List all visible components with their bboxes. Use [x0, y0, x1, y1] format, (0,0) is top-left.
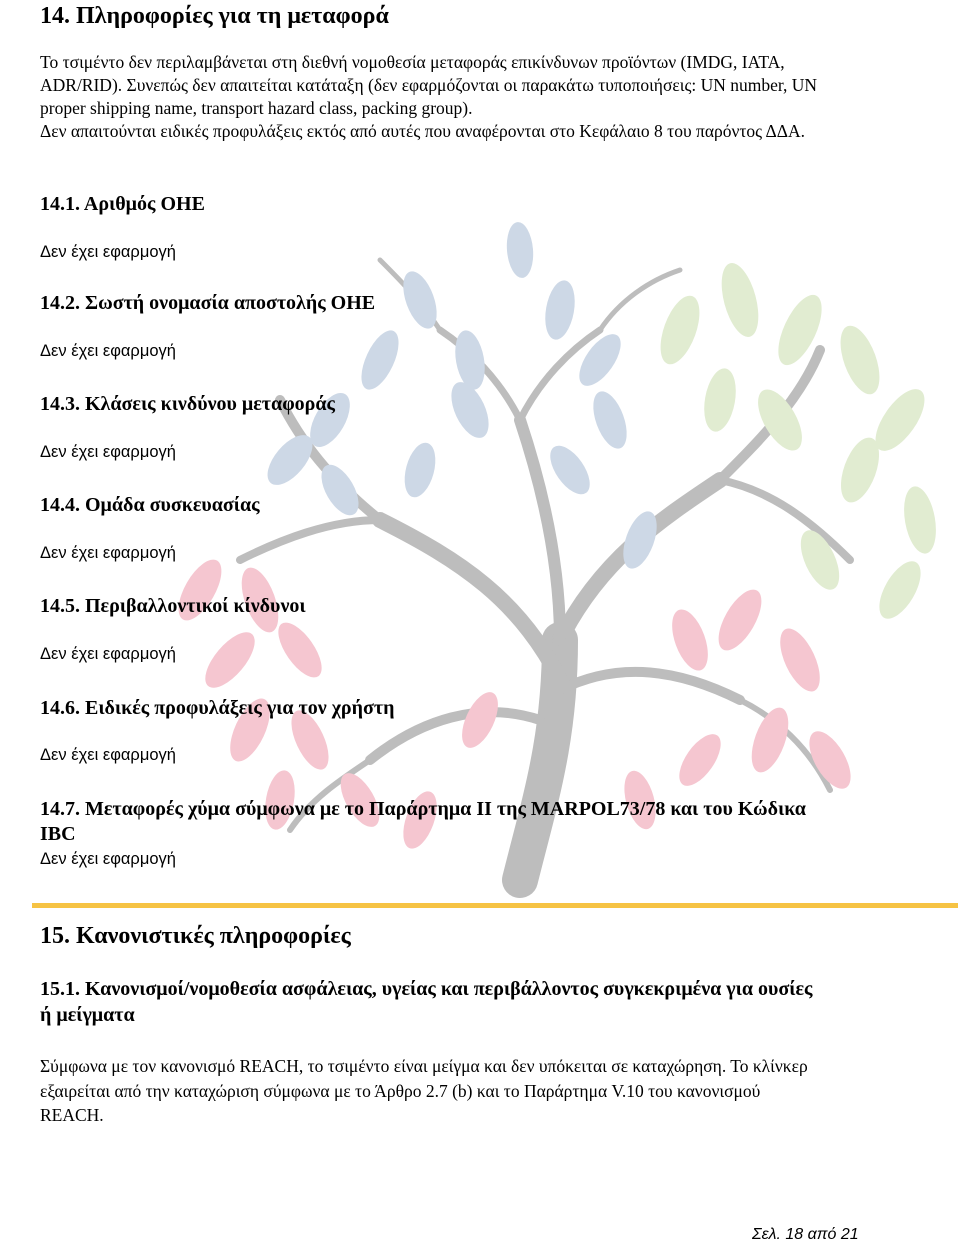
- subsection-text: Δεν έχει εφαρμογή: [40, 746, 176, 764]
- subsection-title-line: 15.1. Κανονισμοί/νομοθεσία ασφάλειας, υγείας και περιβάλλοντος συγκεκριμένα για ουσίες: [40, 978, 813, 1000]
- subsection-title: 14.5. Περιβαλλοντικοί κίνδυνοι: [40, 595, 306, 617]
- paragraph-line: Σύμφωνα με τον κανονισμό REACH, το τσιμέντο είναι μείγμα και δεν υπόκειται σε καταχώρηση. Το κλίνκερ: [40, 1056, 808, 1076]
- paragraph-line: REACH.: [40, 1105, 104, 1125]
- section-14-title: 14. Πληροφορίες για τη μεταφορά: [40, 3, 389, 29]
- subsection-title-line: ή μείγματα: [40, 1004, 135, 1026]
- subsection-title: 14.2. Σωστή ονομασία αποστολής ΟΗΕ: [40, 292, 376, 314]
- subsection-text: Δεν έχει εφαρμογή: [40, 243, 176, 261]
- subsection-title: 14.1. Αριθμός ΟΗΕ: [40, 193, 205, 215]
- intro-line: Το τσιμέντο δεν περιλαμβάνεται στη διεθνή νομοθεσία μεταφοράς επικίνδυνων προϊόντων (IMDG, IATA,: [40, 52, 785, 72]
- section-divider: [32, 903, 958, 908]
- subsection-title: 14.4. Ομάδα συσκευασίας: [40, 494, 260, 516]
- subsection-title: 14.6. Ειδικές προφυλάξεις για τον χρήστη: [40, 697, 395, 719]
- intro-line: proper shipping name, transport hazard class, packing group).: [40, 98, 473, 118]
- subsection-title: 14.3. Κλάσεις κινδύνου μεταφοράς: [40, 393, 335, 415]
- page-number: Σελ. 18 από 21: [752, 1226, 859, 1243]
- subsection-text: Δεν έχει εφαρμογή: [40, 342, 176, 360]
- section-15-title: 15. Κανονιστικές πληροφορίες: [40, 923, 351, 949]
- intro-line: ADR/RID). Συνεπώς δεν απαιτείται κατάταξη (δεν εφαρμόζονται οι παρακάτω τυποποιήσεις: UN number, UN: [40, 75, 818, 95]
- intro-line: Δεν απαιτούνται ειδικές προφυλάξεις εκτός από αυτές που αναφέρονται στο Κεφάλαιο 8 του παρόντος ΔΔΑ.: [40, 121, 806, 141]
- subsection-text: Δεν έχει εφαρμογή: [40, 850, 176, 868]
- subsection-text: Δεν έχει εφαρμογή: [40, 443, 176, 461]
- subsection-title-line: IBC: [40, 823, 76, 845]
- subsection-text: Δεν έχει εφαρμογή: [40, 645, 176, 663]
- subsection-text: Δεν έχει εφαρμογή: [40, 544, 176, 562]
- subsection-title-line: 14.7. Μεταφορές χύμα σύμφωνα με το Παράρτημα ΙΙ της MARPOL73/78 και του Κώδικα: [40, 798, 806, 820]
- paragraph-line: εξαιρείται από την καταχώριση σύμφωνα με το Άρθρο 2.7 (b) και το Παράρτημα V.10 του κανονισμού: [40, 1081, 761, 1101]
